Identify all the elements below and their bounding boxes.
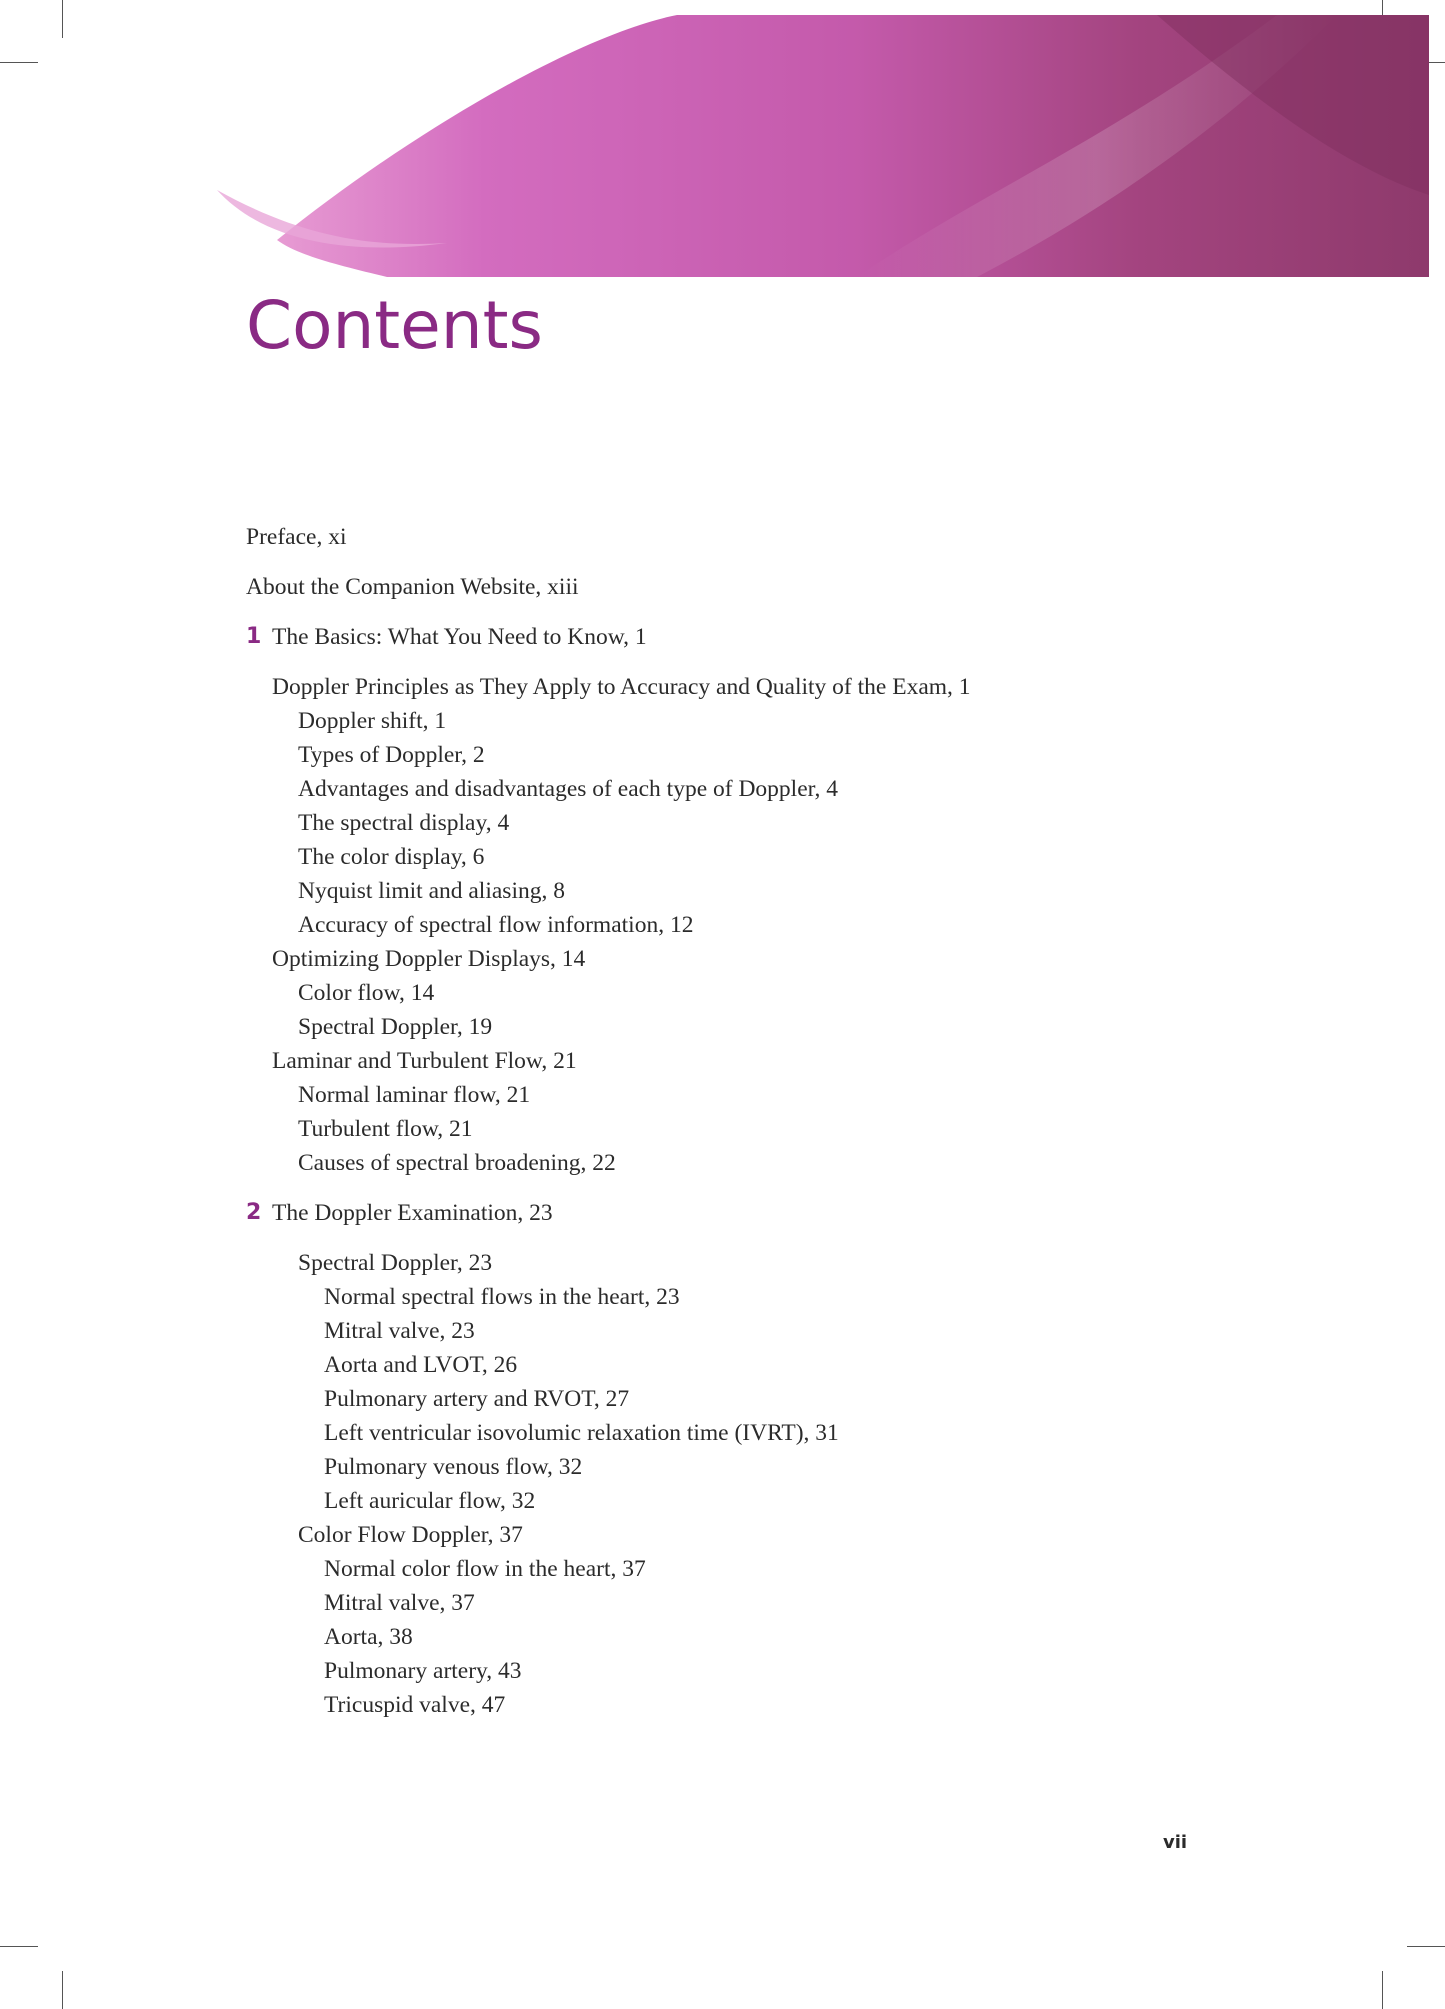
toc-entry[interactable]: Mitral valve, 37: [324, 1590, 475, 1616]
toc-entry[interactable]: Laminar and Turbulent Flow, 21: [272, 1048, 577, 1074]
toc-entry[interactable]: Turbulent flow, 21: [298, 1116, 473, 1142]
toc-entry[interactable]: Color flow, 14: [298, 980, 435, 1006]
toc-entry[interactable]: Normal color flow in the heart, 37: [324, 1556, 646, 1582]
toc-entry[interactable]: Types of Doppler, 2: [298, 742, 485, 768]
toc-entry[interactable]: About the Companion Website, xiii: [246, 574, 579, 600]
toc-entry[interactable]: Doppler shift, 1: [298, 708, 447, 734]
toc-entry[interactable]: Pulmonary artery and RVOT, 27: [324, 1386, 630, 1412]
toc-entry[interactable]: Causes of spectral broadening, 22: [298, 1150, 616, 1176]
header-banner: [157, 15, 1429, 277]
toc-entry[interactable]: Nyquist limit and aliasing, 8: [298, 878, 565, 904]
page-title: Contents: [246, 287, 543, 364]
toc-entry[interactable]: Pulmonary artery, 43: [324, 1658, 522, 1684]
crop-mark: [1407, 1946, 1445, 1947]
crop-mark: [1382, 1971, 1383, 2009]
page-number: vii: [1163, 1832, 1188, 1853]
toc-entry[interactable]: Left ventricular isovolumic relaxation time (IVRT), 31: [324, 1420, 839, 1446]
toc-entry[interactable]: Color Flow Doppler, 37: [298, 1522, 523, 1548]
toc-entry[interactable]: Doppler Principles as They Apply to Accuracy and Quality of the Exam, 1: [272, 674, 971, 700]
toc-entry[interactable]: Tricuspid valve, 47: [324, 1692, 506, 1718]
crop-mark: [62, 1971, 63, 2009]
toc-entry[interactable]: Preface, xi: [246, 524, 347, 550]
toc-entry[interactable]: Advantages and disadvantages of each type of Doppler, 4: [298, 776, 839, 802]
crop-mark: [62, 0, 63, 38]
toc-entry[interactable]: Normal spectral flows in the heart, 23: [324, 1284, 680, 1310]
toc-entry[interactable]: Pulmonary venous flow, 32: [324, 1454, 583, 1480]
toc-entry[interactable]: Optimizing Doppler Displays, 14: [272, 946, 586, 972]
toc-chapter-entry[interactable]: The Doppler Examination, 23: [272, 1200, 553, 1226]
toc-entry[interactable]: Spectral Doppler, 23: [298, 1250, 493, 1276]
toc-entry[interactable]: Left auricular flow, 32: [324, 1488, 536, 1514]
crop-mark: [0, 1946, 38, 1947]
toc-entry[interactable]: Normal laminar flow, 21: [298, 1082, 531, 1108]
toc-entry[interactable]: The color display, 6: [298, 844, 485, 870]
toc-entry[interactable]: Mitral valve, 23: [324, 1318, 475, 1344]
crop-mark: [0, 62, 38, 63]
toc-entry[interactable]: Aorta, 38: [324, 1624, 413, 1650]
toc-entry[interactable]: Aorta and LVOT, 26: [324, 1352, 518, 1378]
toc-entry[interactable]: Accuracy of spectral flow information, 12: [298, 912, 694, 938]
chapter-number: 1: [246, 624, 262, 649]
chapter-number: 2: [246, 1200, 262, 1225]
toc-entry[interactable]: Spectral Doppler, 19: [298, 1014, 493, 1040]
toc-chapter-entry[interactable]: The Basics: What You Need to Know, 1: [272, 624, 647, 650]
toc-entry[interactable]: The spectral display, 4: [298, 810, 510, 836]
